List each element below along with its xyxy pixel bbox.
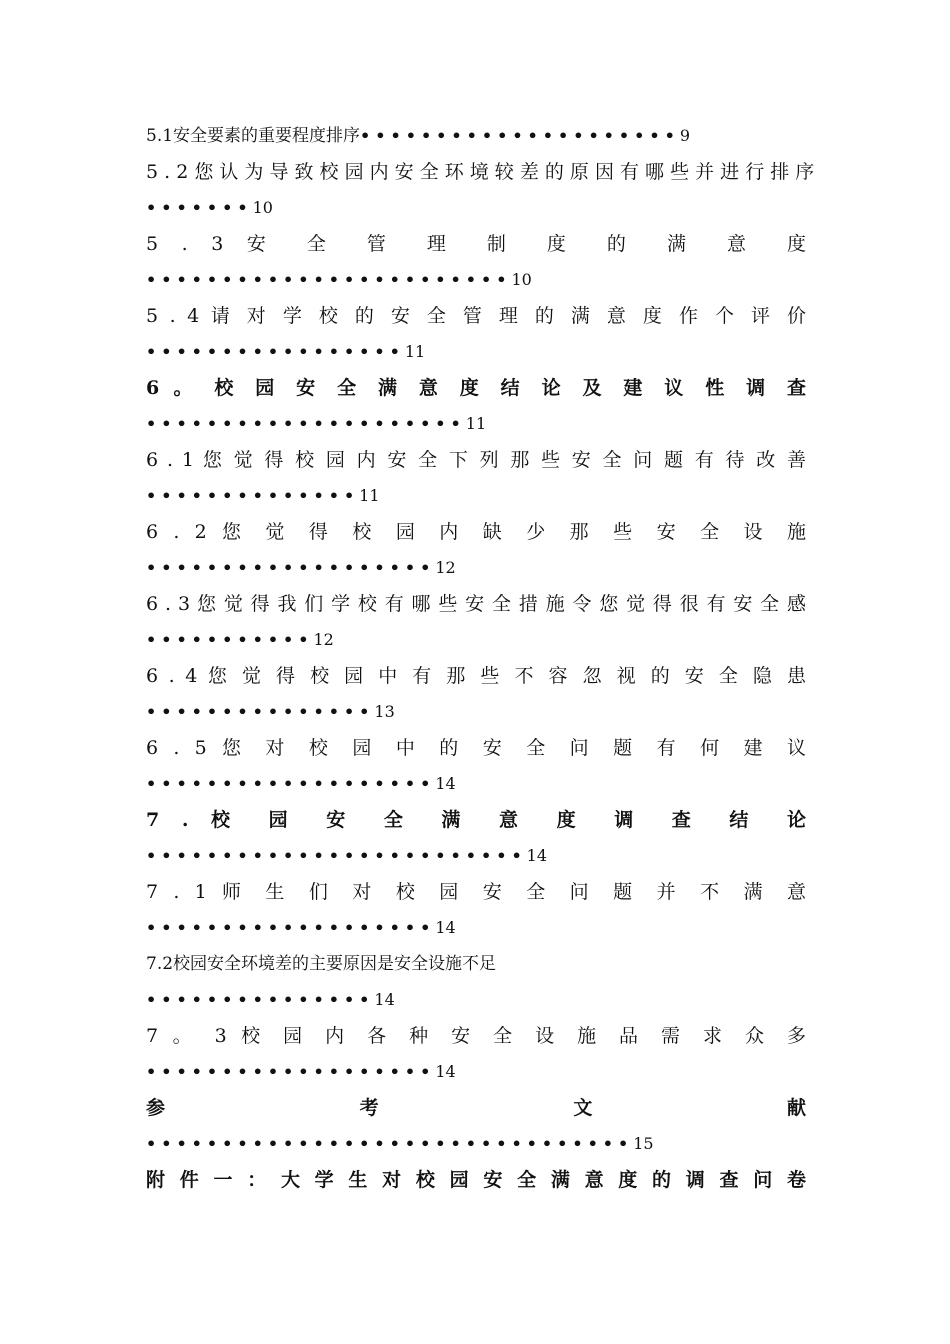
toc-page-number: 14 xyxy=(526,846,548,865)
toc-leader-dots: •••••••••••••• xyxy=(146,486,360,505)
toc-leader-dots: ••••••••••••••••••••• xyxy=(360,126,680,145)
toc-entry[interactable] xyxy=(146,1018,806,1090)
toc-leader-dots: ••••••••••••••• xyxy=(146,990,375,1009)
toc-leader-dots: ••••••••••••••••••••••••• xyxy=(146,846,527,865)
toc-entry-title: 5.1安全要素的重要程度排序 xyxy=(146,126,361,146)
toc-page-number: 11 xyxy=(404,342,426,361)
toc-entry-title: 6 . 5 您 对 校 园 中 的 安 全 问 题 有 何 建 议 xyxy=(146,737,806,759)
toc-entry[interactable] xyxy=(146,514,806,586)
toc-entry-title: 6 . 1 您 觉 得 校 园 内 安 全 下 列 那 些 安 全 问 题 有 待 改 善 xyxy=(146,449,806,471)
toc-page-number: 11 xyxy=(359,486,380,505)
toc-entry-title: 7 . 1 师 生 们 对 校 园 安 全 问 题 并 不 满 意 xyxy=(146,881,806,903)
toc-entry-title: 7 。 3 校 园 内 各 种 安 全 设 施 品 需 求 众 多 xyxy=(146,1025,806,1047)
toc-leader-dots: ••••••••••••••••••• xyxy=(146,774,436,793)
toc-entry-title: 5 . 3 安 全 管 理 制 度 的 满 意 度 xyxy=(146,233,806,255)
table-of-contents xyxy=(146,118,815,1198)
toc-entry-title: 6 . 2 您 觉 得 校 园 内 缺 少 那 些 安 全 设 施 xyxy=(146,521,806,543)
toc-entry[interactable] xyxy=(146,730,806,802)
toc-leader-dots: ••••••• xyxy=(146,198,253,217)
toc-leader-dots: ••••••••••••••••••• xyxy=(146,558,436,577)
toc-entry-title: 6 . 3 您 觉 得 我 们 学 校 有 哪 些 安 全 措 施 令 您 觉 得 很 有 安 全 感 xyxy=(146,593,806,615)
toc-page-number: 10 xyxy=(252,198,273,217)
toc-page-number: 12 xyxy=(313,630,334,649)
toc-leader-dots: ••••••••••••••••••• xyxy=(146,918,436,937)
toc-page-number: 9 xyxy=(679,126,690,145)
toc-leader-dots: •••••••••••••••••••••••••••••••• xyxy=(146,1134,634,1153)
toc-entry-title: 6 . 4 您 觉 得 校 园 中 有 那 些 不 容 忽 视 的 安 全 隐 患 xyxy=(146,665,806,687)
toc-page-number: 14 xyxy=(435,1062,456,1081)
toc-entry-title: 7 . 校 园 安 全 满 意 度 调 查 结 论 xyxy=(146,809,806,831)
toc-entry[interactable] xyxy=(146,154,815,226)
toc-page-number: 12 xyxy=(435,558,456,577)
toc-entry[interactable] xyxy=(146,658,806,730)
toc-entry[interactable] xyxy=(146,442,806,514)
toc-entry[interactable] xyxy=(146,1090,806,1162)
toc-entry-title: 5 . 4 请 对 学 校 的 安 全 管 理 的 满 意 度 作 个 评 价 xyxy=(146,305,806,327)
toc-entry-title: 附 件 一 ： 大 学 生 对 校 园 安 全 满 意 度 的 调 查 问 卷 xyxy=(146,1169,806,1191)
toc-entry[interactable] xyxy=(146,874,806,946)
toc-entry[interactable] xyxy=(146,370,806,442)
toc-entry[interactable] xyxy=(146,802,806,874)
toc-leader-dots: •••••••••••••••••••••••• xyxy=(146,270,512,289)
toc-page-number: 10 xyxy=(511,270,532,289)
toc-entry-title: 7.2校园安全环境差的主要原因是安全设施不足 xyxy=(146,954,497,974)
toc-leader-dots: ••••••••••••••••••• xyxy=(146,1062,436,1081)
toc-leader-dots: ••••••••••••••••• xyxy=(146,342,405,361)
toc-entry[interactable] xyxy=(146,298,806,370)
toc-entry-title: 参 考 文 献 xyxy=(146,1097,806,1119)
toc-leader-dots: ••••••••••••••••••••• xyxy=(146,414,466,433)
toc-page-number: 14 xyxy=(435,918,456,937)
toc-page-number: 15 xyxy=(633,1134,654,1153)
toc-entry[interactable] xyxy=(146,946,806,1018)
toc-entry[interactable] xyxy=(146,1162,806,1198)
toc-entry[interactable] xyxy=(146,586,806,658)
toc-leader-dots: ••••••••••• xyxy=(146,630,314,649)
toc-entry[interactable] xyxy=(146,226,806,298)
toc-entry[interactable] xyxy=(146,118,806,154)
toc-page-number: 13 xyxy=(374,702,395,721)
toc-page-number: 14 xyxy=(435,774,456,793)
toc-entry-title: 5 . 2 您 认 为 导 致 校 园 内 安 全 环 境 较 差 的 原 因 有 哪 些 并 进 行 排 序 xyxy=(146,161,815,183)
toc-entry-title: 6 。 校 园 安 全 满 意 度 结 论 及 建 议 性 调 查 xyxy=(146,377,806,399)
toc-page-number: 14 xyxy=(374,990,395,1009)
toc-page-number: 11 xyxy=(465,414,487,433)
toc-leader-dots: ••••••••••••••• xyxy=(146,702,375,721)
